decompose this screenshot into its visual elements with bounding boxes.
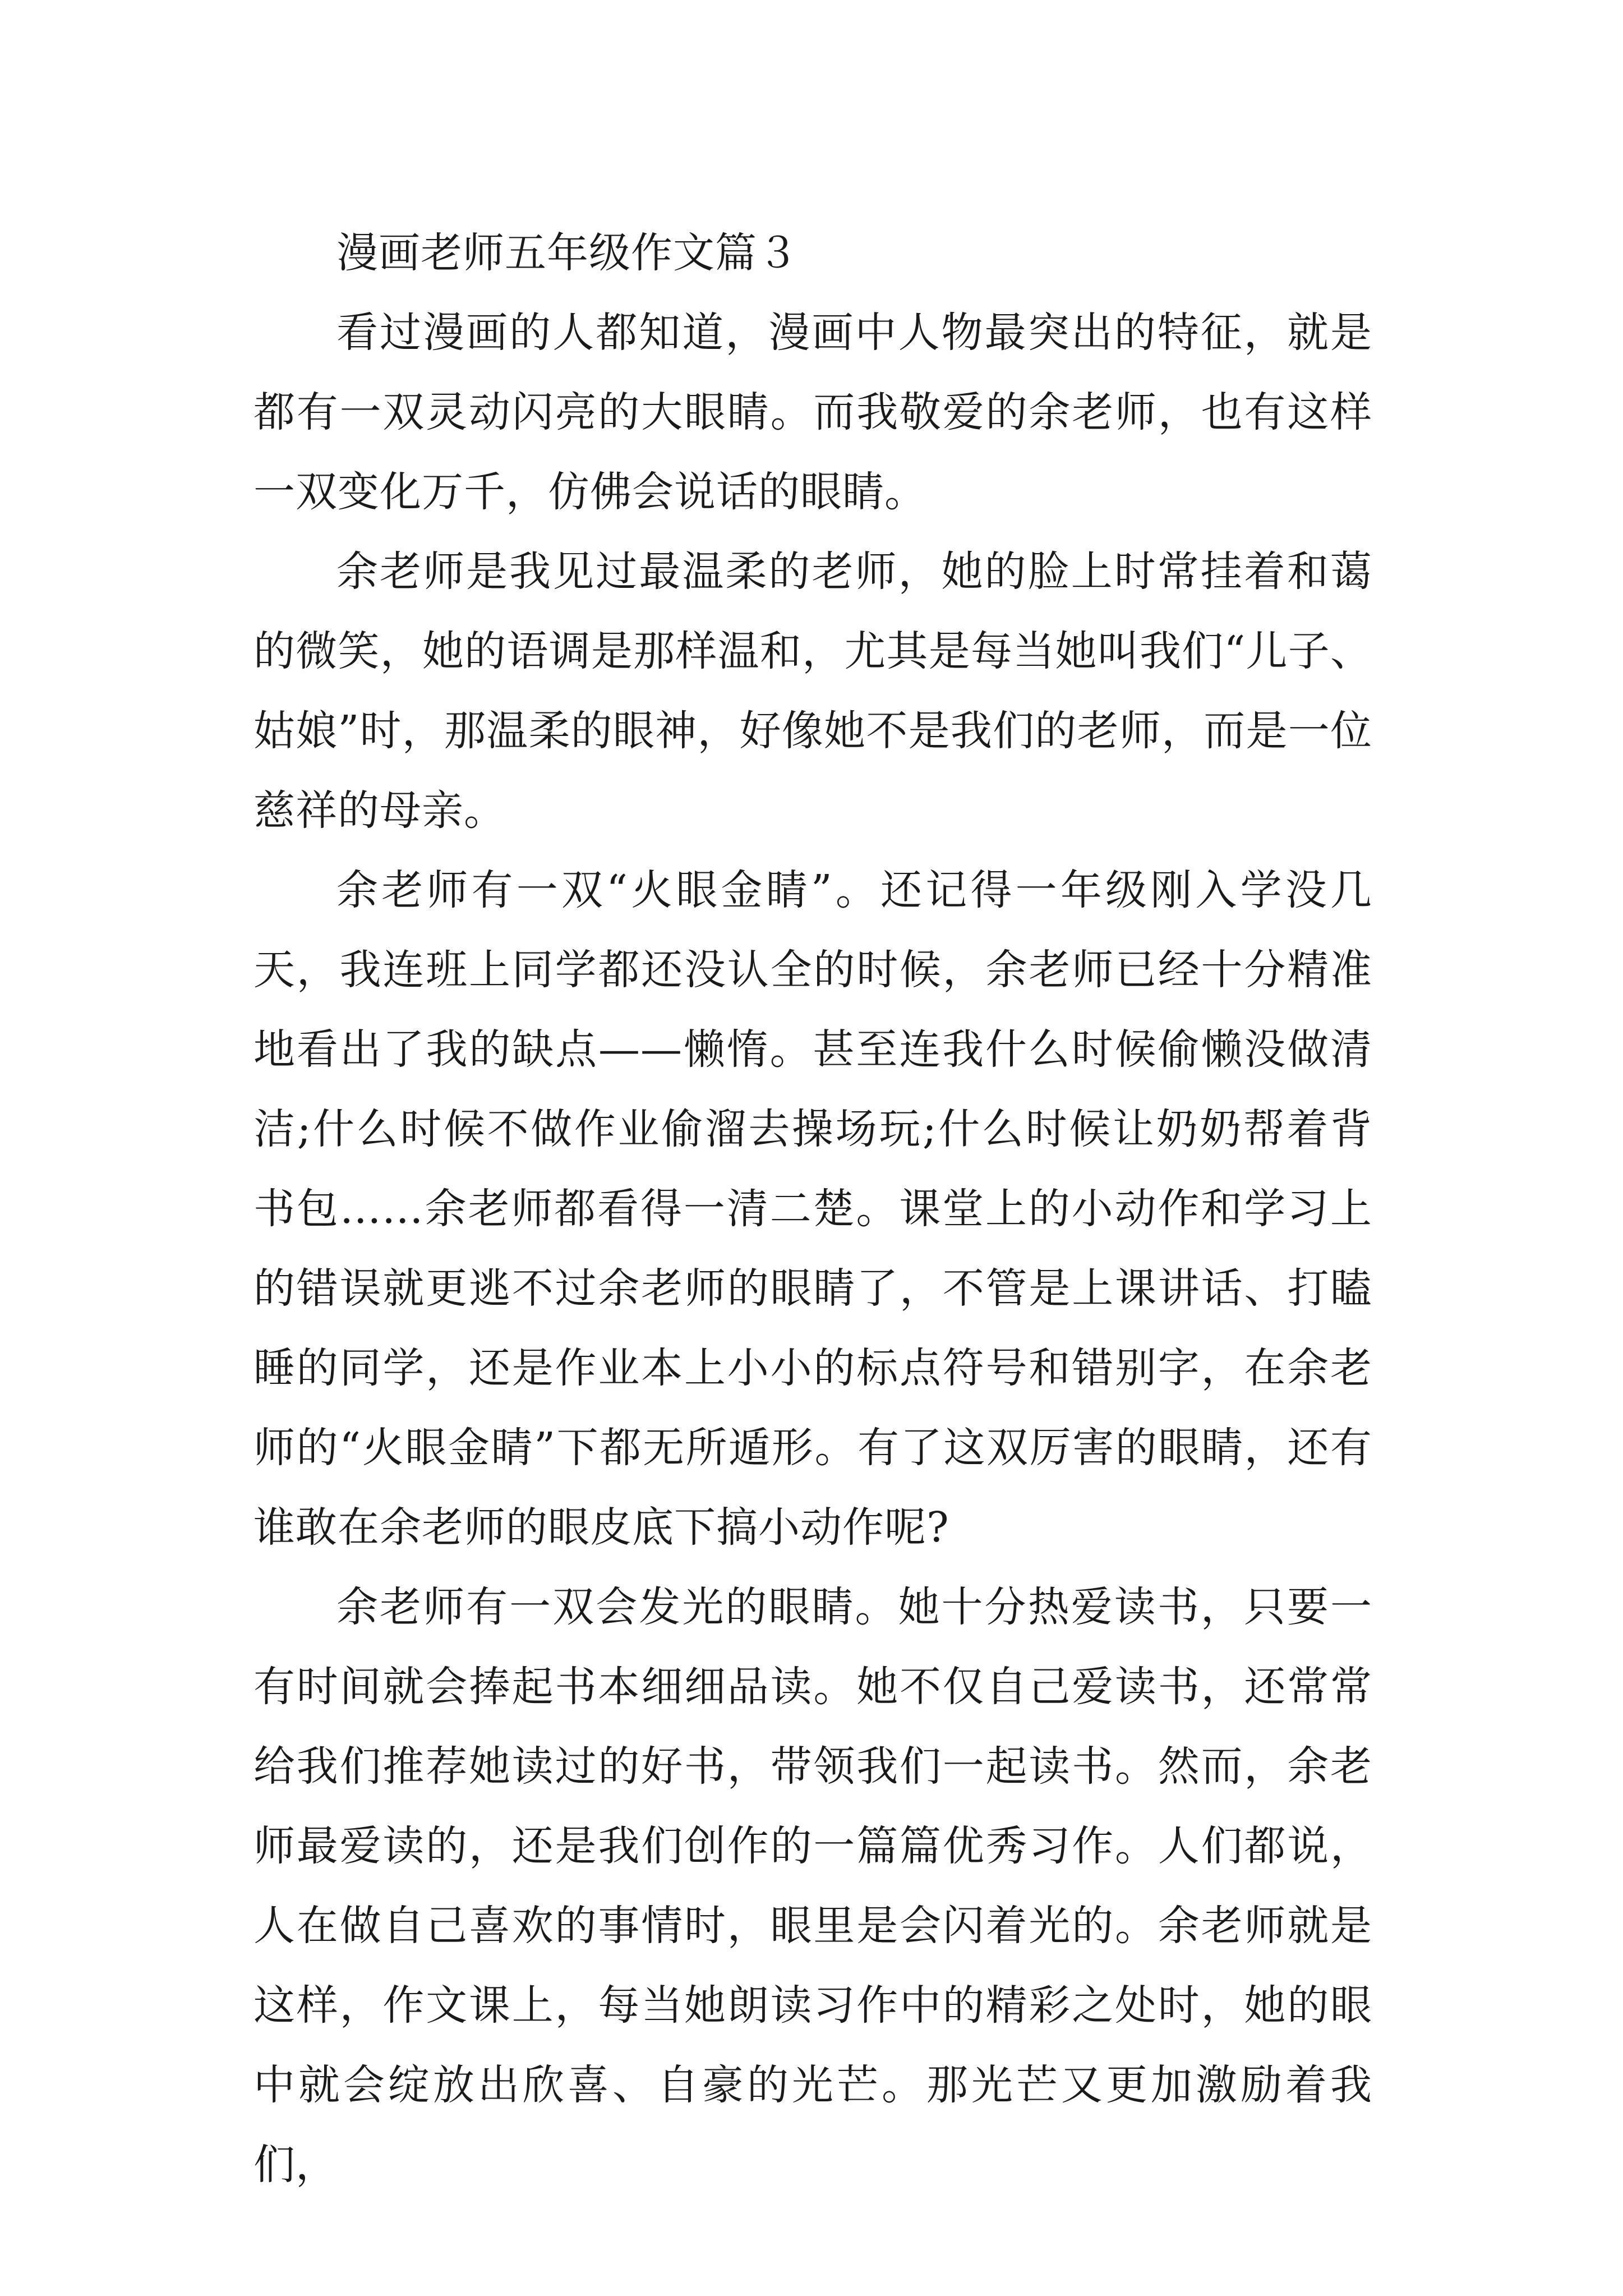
paragraph-1: 看过漫画的人都知道，漫画中人物最突出的特征，就是都有一双灵动闪亮的大眼睛。而我敬爱的余老师，也有这样一双变化万千，仿佛会说话的眼睛。: [253, 309, 1372, 516]
paragraph-2: 余老师是我见过最温柔的老师，她的脸上时常挂着和蔼的微笑，她的语调是那样温和，尤其是每当她叫我们“儿子、姑娘”时，那温柔的眼神，好像她不是我们的老师，而是一位慈祥的母亲。: [253, 547, 1372, 835]
paragraph-3: 余老师有一双“火眼金睛”。还记得一年级刚入学没几天，我连班上同学都还没认全的时候，余老师已经十分精准地看出了我的缺点——懒惰。甚至连我什么时候偷懒没做清洁;什么时候不做作业偷溜去操场玩;什么时候让奶奶帮着背书包……余老师都看得一清二楚。课堂上的小动作和学习上的错误就更逃不过余老师的眼睛了，不管是上课讲话、打瞌睡的同学，还是作业本上小小的标点符号和错别字，在余老师的“火眼金睛”下都无所遁形。有了这双厉害的眼睛，还有谁敢在余老师的眼皮底下搞小动作呢?: [253, 866, 1372, 1552]
paragraph-4: 余老师有一双会发光的眼睛。她十分热爱读书，只要一有时间就会捧起书本细细品读。她不仅自己爱读书，还常常给我们推荐她读过的好书，带领我们一起读书。然而，余老师最爱读的，还是我们创作的一篇篇优秀习作。人们都说，人在做自己喜欢的事情时，眼里是会闪着光的。余老师就是这样，作文课上，每当她朗读习作中的精彩之处时，她的眼中就会绽放出欣喜、自豪的光芒。那光芒又更加激励着我们，: [253, 1583, 1372, 2189]
document-body: [253, 213, 1372, 2205]
document-title: 漫画老师五年级作文篇３: [336, 229, 799, 277]
